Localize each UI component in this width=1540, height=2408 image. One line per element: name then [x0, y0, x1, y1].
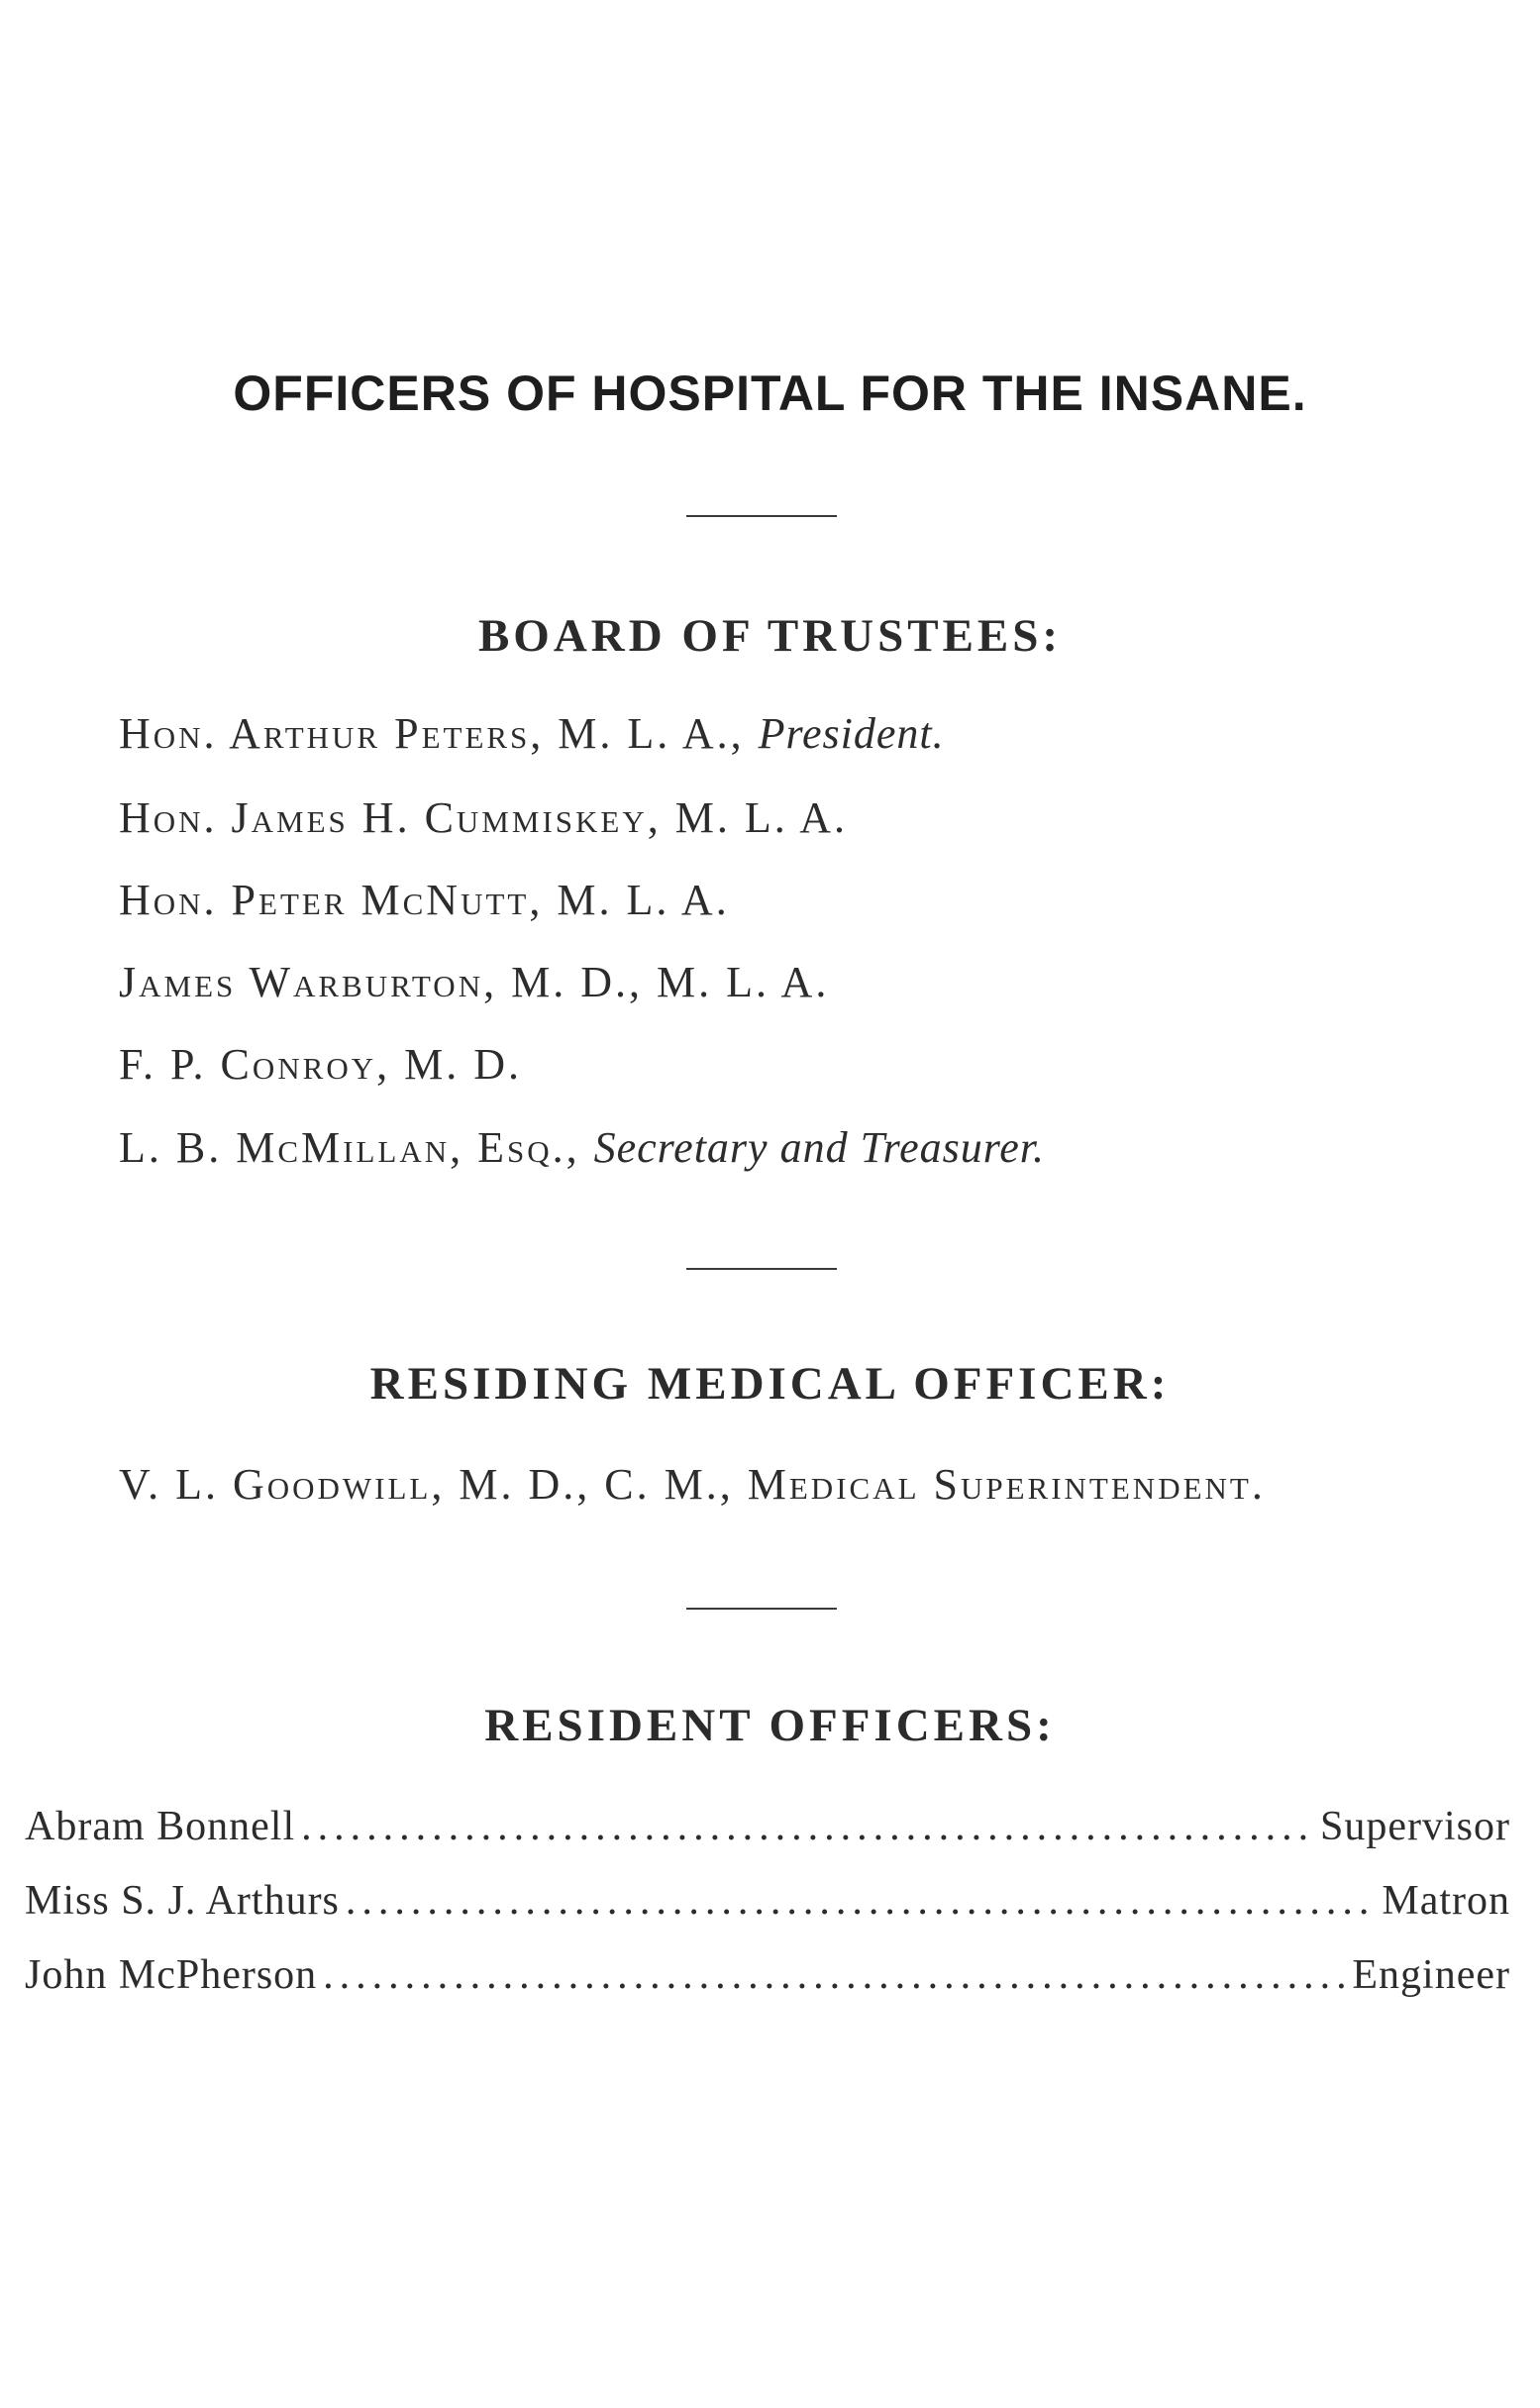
trustee-entry	[119, 1122, 1045, 1173]
medical-officer-entry	[119, 1459, 1266, 1510]
resident-officer-name: John McPherson	[25, 1952, 318, 1998]
trustee-name: Hon. Arthur Peters, M. L. A.,	[119, 709, 745, 758]
trustee-role: President.	[758, 709, 945, 758]
resident-officer-title: Matron	[1382, 1878, 1510, 1924]
resident-officer-title: Supervisor	[1320, 1804, 1510, 1849]
trustee-name: Hon. James H. Cummiskey, M. L. A.	[119, 793, 849, 842]
trustee-entry	[119, 792, 848, 843]
trustee-entry	[119, 708, 945, 759]
board-heading: BOARD OF TRUSTEES:	[477, 610, 1063, 662]
dot-leader	[346, 1877, 1376, 1925]
trustee-entry	[119, 957, 829, 1007]
divider-rule	[686, 1268, 837, 1270]
resident-officer-title: Engineer	[1352, 1952, 1510, 1998]
trustee-role: Secretary and Treasurer.	[593, 1123, 1046, 1172]
resident-heading: RESIDENT OFFICERS:	[484, 1700, 1056, 1751]
trustee-name: James Warburton, M. D., M. L. A.	[119, 958, 830, 1006]
divider-rule	[686, 515, 837, 517]
trustee-name: F. P. Conroy, M. D.	[119, 1040, 523, 1089]
dot-leader	[323, 1951, 1346, 1999]
medical-heading: RESIDING MEDICAL OFFICER:	[369, 1358, 1171, 1410]
resident-officer-name: Miss S. J. Arthurs	[25, 1878, 340, 1924]
resident-officer-row	[25, 1877, 1510, 1925]
dot-leader	[301, 1803, 1314, 1850]
trustee-name: Hon. Peter McNutt, M. L. A.	[119, 876, 730, 924]
page-title: OFFICERS OF HOSPITAL FOR THE INSANE.	[233, 366, 1307, 421]
medical-officer-text: V. L. Goodwill, M. D., C. M., Medical Superintendent.	[119, 1460, 1266, 1509]
trustee-name: L. B. McMillan, Esq.,	[119, 1123, 580, 1172]
divider-rule	[686, 1608, 837, 1610]
resident-officer-name: Abram Bonnell	[25, 1804, 296, 1849]
resident-officer-row	[25, 1951, 1510, 1999]
trustee-entry	[119, 875, 730, 925]
resident-officer-row	[25, 1803, 1510, 1850]
trustee-entry	[119, 1039, 522, 1090]
